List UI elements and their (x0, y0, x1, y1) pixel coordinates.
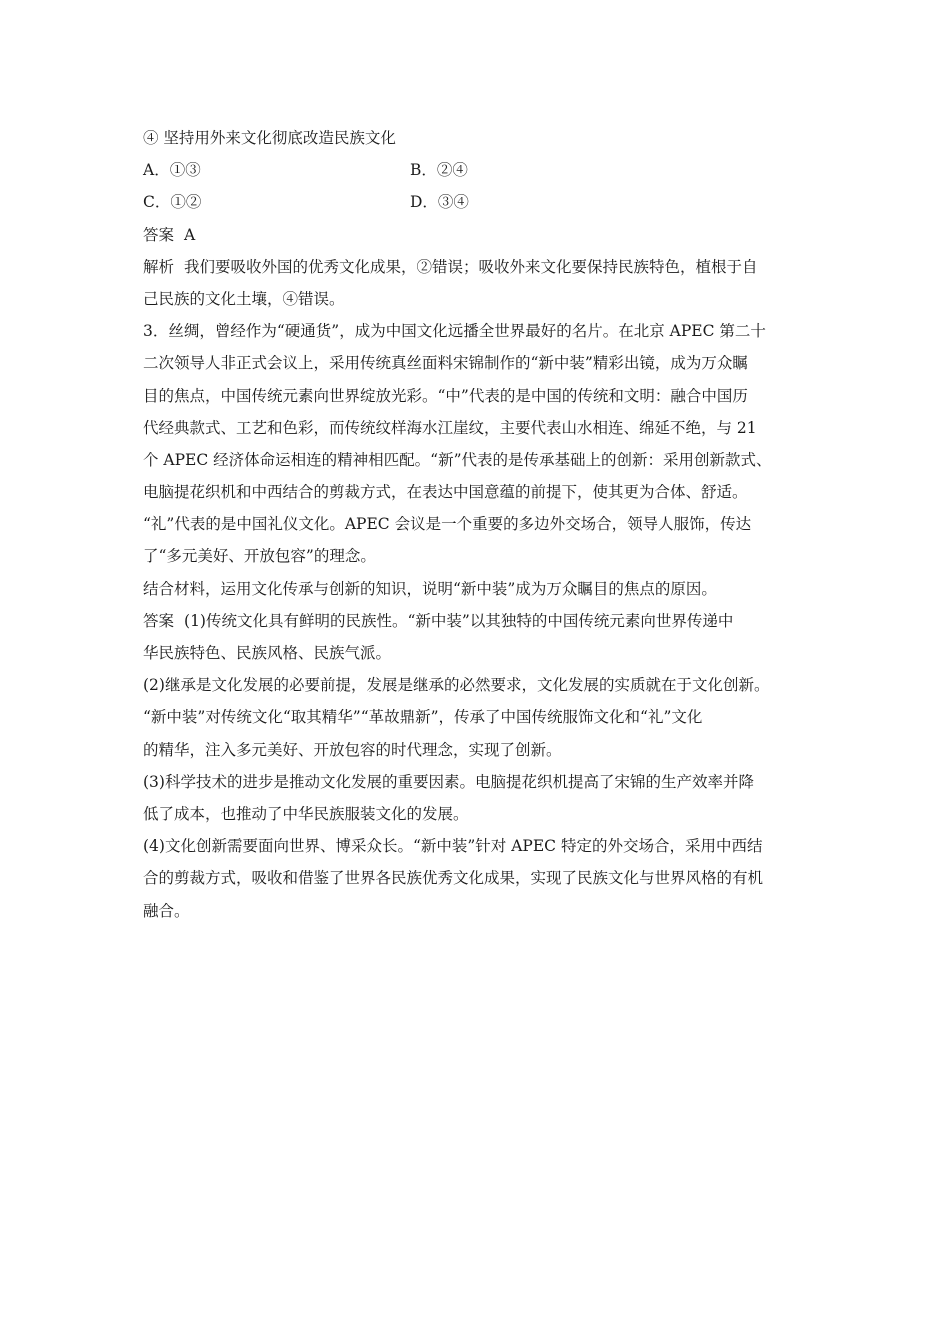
q2-option-d: D．③④ (410, 193, 469, 212)
q2-answer-label: 答案 (143, 225, 175, 244)
q2-option-c: C．①② (143, 193, 202, 212)
q3-answer-line-5: 的精华，注入多元美好、开放包容的时代理念，实现了创新。 (143, 740, 562, 759)
q3-answer-line-6: (3)科学技术的进步是推动文化发展的重要因素。电脑提花织机提高了宋锦的生产效率并降 (143, 772, 754, 791)
q2-options-row-2 (143, 186, 828, 218)
q2-options-row-1 (143, 154, 828, 186)
q2-analysis-line-2: 己民族的文化土壤，④错误。 (143, 289, 345, 308)
q2-analysis-text-1: 我们要吸收外国的优秀文化成果，②错误；吸收外来文化要保持民族特色，植根于自 (184, 257, 758, 276)
q3-stem-line-1: 3．丝绸，曾经作为“硬通货”，成为中国文化远播全世界最好的名片。在北京 APEC 第二十 (143, 322, 766, 341)
q3-answer-line-9: 合的剪裁方式，吸收和借鉴了世界各民族优秀文化成果，实现了民族文化与世界风格的有机 (143, 869, 764, 888)
q2-answer (143, 219, 828, 251)
q3-stem-line-3: 目的焦点，中国传统元素向世界绽放光彩。“中”代表的是中国的传统和文明：融合中国历 (143, 386, 748, 405)
q3-answer-line-3: (2)继承是文化发展的必要前提，发展是继承的必然要求，文化发展的实质就在于文化创新。 (143, 676, 770, 695)
q3-answer-line-1 (143, 605, 828, 637)
q3-question-prompt: 结合材料，运用文化传承与创新的知识，说明“新中装”成为万众瞩目的焦点的原因。 (143, 579, 717, 598)
q3-answer-line-2: 华民族特色、民族风格、民族气派。 (143, 644, 392, 662)
q3-answer-line-7: 低了成本，也推动了中华民族服装文化的发展。 (143, 804, 469, 823)
q3-answer-line-8: (4)文化创新需要面向世界、博采众长。“新中装”针对 APEC 特定的外交场合，采用中西结 (143, 837, 763, 856)
q2-option-a: A．①③ (143, 161, 201, 180)
q3-answer-label: 答案 (143, 611, 175, 630)
q3-stem-line-8: 了“多元美好、开放包容”的理念。 (143, 547, 376, 566)
q3-stem-line-7: “礼”代表的是中国礼仪文化。APEC 会议是一个重要的多边外交场合，领导人服饰，传达 (143, 515, 752, 534)
q2-answer-value: A (184, 225, 196, 244)
q3-stem-line-2: 二次领导人非正式会议上，采用传统真丝面料宋锦制作的“新中装”精彩出镜，成为万众瞩 (143, 354, 748, 373)
document-body (143, 122, 828, 927)
q3-answer-text-1: (1)传统文化具有鲜明的民族性。“新中装”以其独特的中国传统元素向世界传递中 (184, 611, 734, 630)
q3-answer-line-10: 融合。 (143, 901, 190, 920)
q3-stem-line-4: 代经典款式、工艺和色彩，而传统纹样海水江崖纹，主要代表山水相连、绵延不绝，与 21 (143, 418, 757, 437)
q3-stem-line-5: 个 APEC 经济体命运相连的精神相匹配。“新”代表的是传承基础上的创新：采用创新款式、 (143, 450, 772, 469)
q2-option-b: B．②④ (410, 161, 468, 180)
q2-analysis-label: 解析 (143, 257, 175, 276)
q3-stem-line-6: 电脑提花织机和中西结合的剪裁方式，在表达中国意蕴的前提下，使其更为合体、舒适。 (143, 483, 748, 502)
q2-choice-item-4: ④ 坚持用外来文化彻底改造民族文化 (143, 129, 396, 147)
q2-analysis-line-1 (143, 251, 828, 283)
q3-answer-line-4: “新中装”对传统文化“取其精华”“革故鼎新”，传承了中国传统服饰文化和“礼”文化 (143, 708, 703, 727)
